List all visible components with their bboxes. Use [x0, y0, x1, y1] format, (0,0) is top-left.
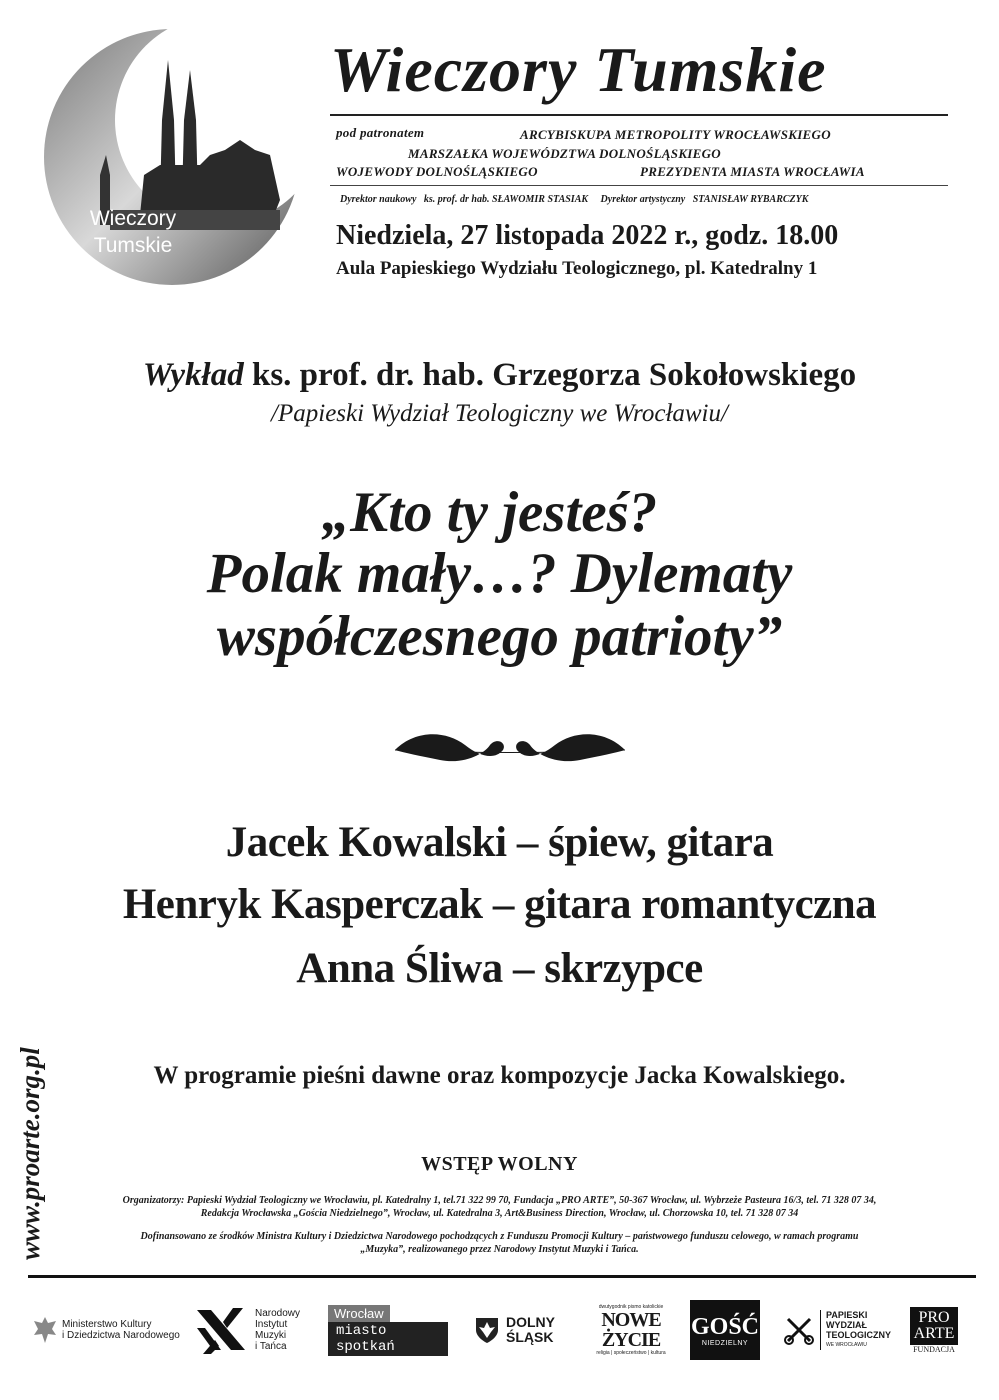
nowe-line1: NOWE — [601, 1309, 661, 1331]
lecture-title-line3: współczesnego patrioty” — [216, 605, 783, 668]
performer-1: Jacek Kowalski – śpiew, gitara — [225, 819, 774, 866]
ministry-line1: Ministerstwo Kultury — [62, 1319, 152, 1330]
patron-president: PREZYDENTA MIASTA WROCŁAWIA — [640, 164, 865, 179]
footer-divider — [28, 1275, 976, 1278]
lecture-speaker — [0, 357, 999, 394]
logo-text-line1: Wieczory — [89, 207, 177, 230]
pwt-line3: TEOLOGICZNY — [826, 1330, 891, 1340]
sponsor-nimit — [193, 1295, 300, 1365]
ministry-line2: i Dziedzictwa Narodowego — [62, 1330, 180, 1341]
sponsor-gosc-niedzielny — [690, 1295, 760, 1365]
lecture-title-line1: „Kto ty jesteś? — [321, 481, 658, 544]
eagle-emblem-icon — [32, 1315, 58, 1345]
title-divider — [330, 114, 948, 116]
sponsor-pro-arte — [910, 1295, 958, 1365]
nimit-logo-icon — [193, 1302, 249, 1358]
gosc-line1: GOŚĆ — [690, 1313, 759, 1340]
performer-3: Anna Śliwa – skrzypce — [296, 945, 703, 992]
organizers-text — [0, 1194, 999, 1220]
proarte-line1: PRO — [918, 1308, 950, 1326]
shield-eagle-icon — [474, 1316, 500, 1344]
wroclaw-line2: miasto spotkań — [328, 1322, 448, 1356]
crossed-keys-icon — [784, 1315, 814, 1345]
wroclaw-line1: Wrocław — [328, 1305, 390, 1322]
performer-2: Henryk Kasperczak – gitara romantyczna — [122, 881, 877, 928]
pwt-line2: WYDZIAŁ — [826, 1320, 867, 1330]
nowe-bottom: religia | społeczeństwo | kultura — [596, 1350, 666, 1356]
nimit-line2: Instytut — [255, 1319, 288, 1330]
logo-text — [78, 205, 188, 259]
nimit-line4: i Tańca — [255, 1341, 287, 1352]
organizers-line1: Organizatorzy: Papieski Wydział Teologiczny we Wrocławiu, pl. Katedralny 1, tel.71 322 99 70, Fundacja „PRO ARTE”, 50-367 Wrocław, ul. Wybrzeże Pasteura 16/3, tel. 71 328 07 34, — [122, 1195, 877, 1206]
program-description: W programie pieśni dawne oraz kompozycje Jacka Kowalskiego. — [153, 1062, 846, 1089]
nowe-top: dwutygodnik pismo katolickie — [598, 1304, 664, 1310]
sponsor-ministry — [32, 1295, 180, 1365]
page-title: Wieczory Tumskie — [330, 34, 827, 105]
patron-marshal: MARSZAŁKA WOJEWÓDZTWA DOLNOŚLĄSKIEGO — [408, 146, 721, 161]
funding-line2: „Muzyka”, realizowanego przez Narodowy Instytut Muzyki i Tańca. — [360, 1244, 639, 1255]
funding-text — [0, 1230, 999, 1256]
proarte-line3: FUNDACJA — [913, 1344, 955, 1354]
lecture-speaker-name: ks. prof. dr. hab. Grzegorza Sokołowskiego — [243, 357, 857, 393]
ornament-divider — [385, 725, 635, 775]
sponsor-pwt — [784, 1295, 891, 1365]
nimit-line1: Narodowy — [255, 1308, 301, 1319]
gosc-line2: NIEDZIELNY — [701, 1339, 749, 1347]
dolny-line2: ŚLĄSK — [506, 1329, 554, 1345]
pwt-line4: WE WROCŁAWIU — [826, 1342, 867, 1348]
dolny-line1: DOLNY — [506, 1314, 555, 1330]
event-date: Niedziela, 27 listopada 2022 r., godz. 18.00 — [336, 220, 839, 251]
proarte-line2: ARTE — [913, 1324, 955, 1342]
sponsor-dolny-slask — [474, 1295, 555, 1365]
side-url-link[interactable]: www.proarte.org.pl — [15, 1047, 45, 1260]
event-venue: Aula Papieskiego Wydziału Teologicznego, pl. Katedralny 1 — [336, 258, 818, 279]
lecture-label: Wykład — [142, 357, 244, 393]
pwt-line1: PAPIESKI — [826, 1310, 868, 1320]
nowe-line2: ŻYCIE — [601, 1329, 661, 1351]
patronage-divider — [330, 185, 948, 186]
lecture-affiliation: /Papieski Wydział Teologiczny we Wrocławiu/ — [271, 400, 728, 427]
sponsor-nowe-zycie — [592, 1295, 670, 1365]
directors-line: Dyrektor naukowy ks. prof. dr hab. SŁAWOMIR STASIAK Dyrektor artystyczny STANISŁAW RYBARCZYK — [340, 194, 809, 205]
nimit-line3: Muzyki — [255, 1330, 287, 1341]
patronage-label: pod patronatem — [336, 125, 425, 140]
lecture-title-line2: Polak mały…? Dylematy — [206, 542, 793, 605]
patron-voivode: WOJEWODY DOLNOŚLĄSKIEGO — [336, 164, 538, 179]
free-entry-notice: WSTĘP WOLNY — [421, 1153, 578, 1175]
organizers-line2: Redakcja Wrocławska „Gościa Niedzielnego”, Wrocław, ul. Katedralna 3, Art&Business Direction, Wrocław, ul. Chorzowska 10, tel. 71 328 07 34 — [200, 1208, 799, 1219]
funding-line1: Dofinansowano ze środków Ministra Kultury i Dziedzictwa Narodowego pochodzących z Funduszu Promocji Kultury – państwowego funduszu celowego, w ramach programu — [140, 1231, 859, 1242]
sponsor-wroclaw — [328, 1295, 448, 1365]
patron-archbishop: ARCYBISKUPA METROPOLITY WROCŁAWSKIEGO — [520, 127, 831, 142]
logo-text-line2: Tumskie — [93, 234, 173, 257]
